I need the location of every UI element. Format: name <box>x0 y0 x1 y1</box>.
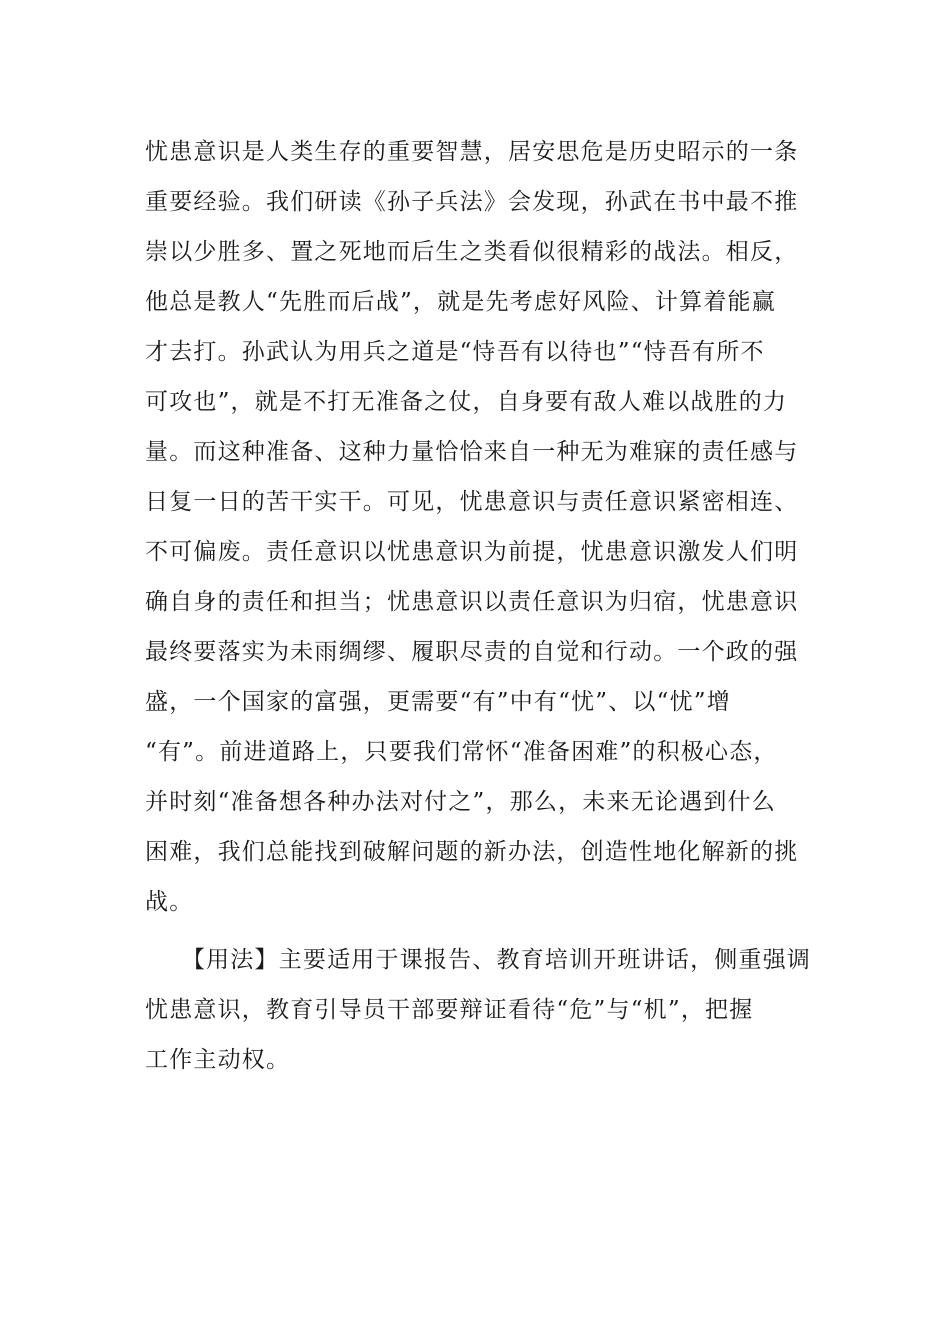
usage-paragraph <box>145 935 820 1085</box>
text-line: 【用法】主要适用于课报告、教育培训开班讲话，侧重强调 <box>145 947 812 973</box>
text-line: 可攻也”，就是不打无准备之仗，自身要有敌人难以战胜的力 <box>145 389 788 415</box>
text-line: 忧患意识，教育引导员干部要辩证看待“危”与“机”，把握 <box>145 997 754 1023</box>
text-line: 量。而这种准备、这种力量恰恰来自一种无为难寐的责任感与 <box>145 439 799 465</box>
text-line: 日复一日的苦干实干。可见，忧患意识与责任意识紧密相连、 <box>145 489 799 515</box>
text-line: 困难，我们总能找到破解问题的新办法，创造性地化解新的挑 <box>145 839 799 865</box>
text-line: 最终要落实为未雨绸缪、履职尽责的自觉和行动。一个政的强 <box>145 639 799 665</box>
text-line: 他总是教人“先胜而后战”，就是先考虑好风险、计算着能赢 <box>145 289 776 315</box>
text-line: 不可偏废。责任意识以忧患意识为前提，忧患意识激发人们明 <box>145 539 799 565</box>
text-line: 工作主动权。 <box>145 1047 291 1073</box>
text-line: 盛，一个国家的富强，更需要“有”中有“忧”、以“忧”增 <box>145 689 731 715</box>
text-line: 确自身的责任和担当；忧患意识以责任意识为归宿，忧患意识 <box>145 589 799 615</box>
text-line: 战。 <box>145 889 194 915</box>
body-paragraph-1 <box>145 127 820 927</box>
text-line: 才去打。孙武认为用兵之道是“恃吾有以待也”“恃吾有所不 <box>145 339 765 365</box>
text-line: “有”。前进道路上，只要我们常怀“准备困难”的积极心态， <box>145 739 778 765</box>
text-line: 崇以少胜多、置之死地而后生之类看似很精彩的战法。相反， <box>145 239 799 265</box>
text-line: 重要经验。我们研读《孙子兵法》会发现，孙武在书中最不推 <box>145 189 799 215</box>
text-line: 忧患意识是人类生存的重要智慧，居安思危是历史昭示的一条 <box>145 139 799 165</box>
text-line: 并时刻“准备想各种办法对付之”，那么，未来无论遇到什么 <box>145 789 776 815</box>
